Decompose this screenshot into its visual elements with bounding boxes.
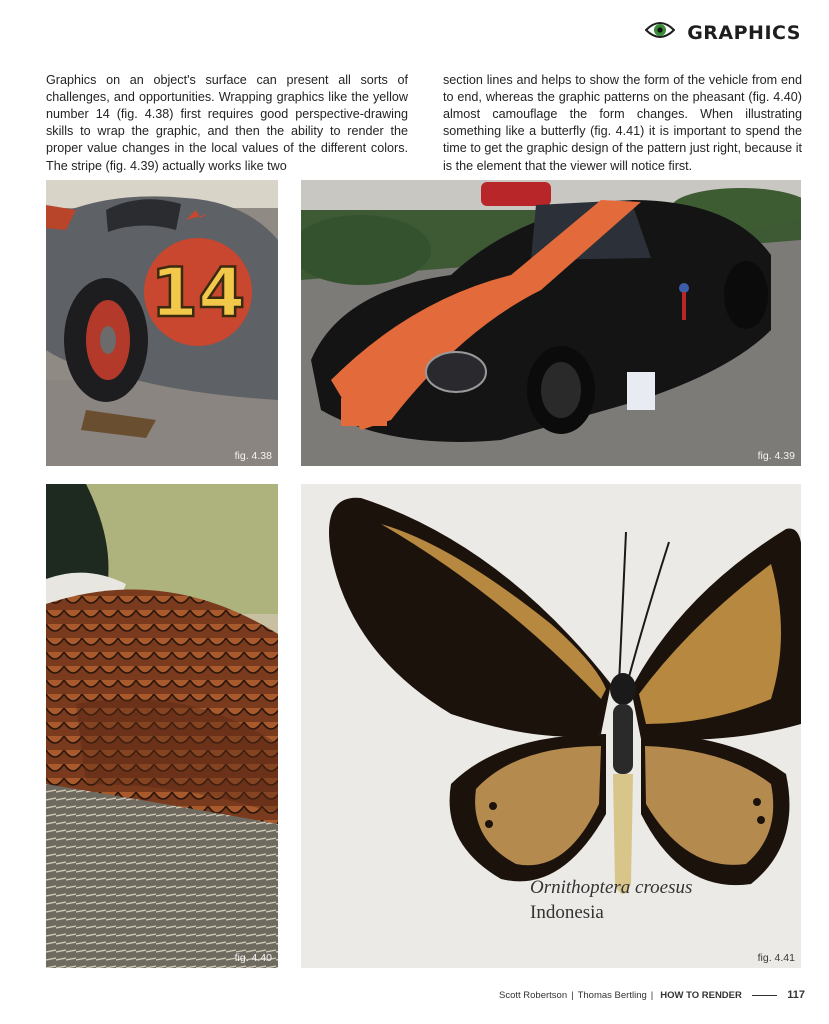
author-name: Scott Robertson xyxy=(499,989,568,1001)
number-14-graphic: 14 xyxy=(150,254,246,333)
author-name: Thomas Bertling xyxy=(577,989,647,1001)
specimen-location: Indonesia xyxy=(530,902,604,923)
eye-icon xyxy=(645,20,675,45)
pheasant-image xyxy=(46,484,278,968)
body-text-right: section lines and helps to show the form of the vehicle from end to end, whereas the graphic patterns on the pheasant (fig. 4.40) almost camouflage the form changes. When illustrating something like a butterfly (fig. 4.41) it is important to spend the time to get the graphic design of the pattern just right, because it is the element that the viewer will notice first. xyxy=(443,72,802,173)
page-number: 117 xyxy=(787,989,805,1001)
body-text-left: Graphics on an object's surface can present all sorts of challenges, and opportunities. Wrapping graphics like the yellow number 14 (fig. 4.38) first requires good perspective-drawing skills to wrap the graphic, and then the ability to render the proper value changes in the local values of the different colors. The stripe (fig. 4.39) actually works like two xyxy=(46,72,408,173)
specimen-label xyxy=(530,877,692,924)
species-name: Ornithoptera croesus xyxy=(530,877,693,898)
page-header xyxy=(645,20,801,45)
photo-pheasant xyxy=(46,484,278,968)
footer-rule xyxy=(752,995,777,996)
footer-separator: | xyxy=(650,989,654,1001)
footer-separator: | xyxy=(571,989,574,1001)
book-title: HOW TO RENDER xyxy=(660,989,742,1001)
race-car-image xyxy=(46,180,278,466)
section-title: GRAPHICS xyxy=(687,21,801,44)
photo-sports-car xyxy=(301,180,801,466)
page-footer xyxy=(499,989,805,1001)
photo-butterfly xyxy=(301,484,801,968)
figure-label: fig. 4.40 xyxy=(234,952,272,964)
photo-race-car xyxy=(46,180,278,466)
sports-car-image xyxy=(301,180,801,466)
figure-label: fig. 4.39 xyxy=(757,450,795,462)
figure-label: fig. 4.41 xyxy=(757,952,795,964)
figure-label: fig. 4.38 xyxy=(234,450,272,462)
